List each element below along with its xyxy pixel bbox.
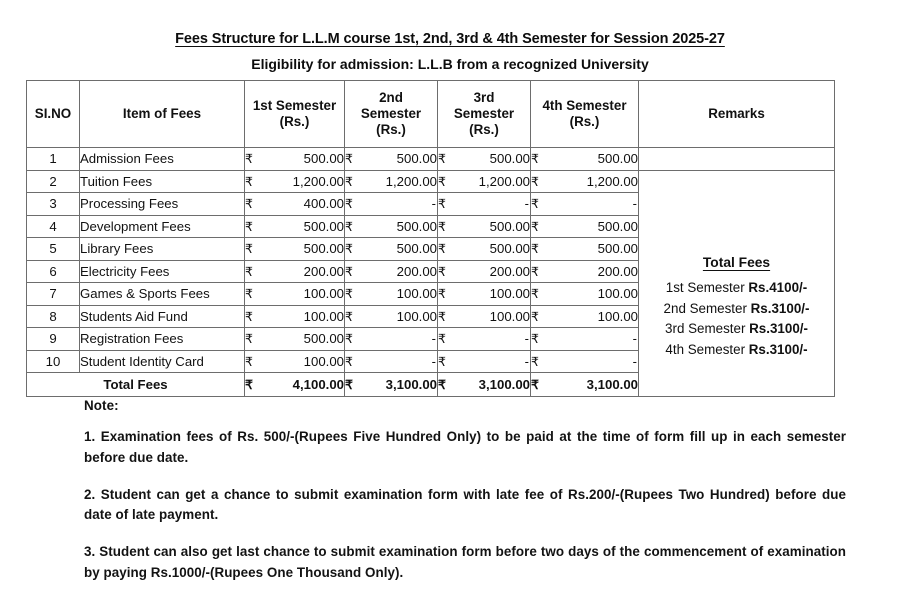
rupee-symbol: ₹ (345, 287, 354, 302)
cell-semester-4-amount (531, 193, 639, 216)
rupee-symbol: ₹ (345, 197, 354, 212)
cell-semester-2-amount (345, 170, 438, 193)
rupee-symbol: ₹ (531, 354, 540, 369)
amount-value: - (431, 196, 436, 212)
amount-value: 500.00 (303, 241, 344, 257)
amount-value: 100.00 (303, 286, 344, 302)
cell-remarks-total-fees (639, 170, 835, 397)
cell-semester-3-amount (438, 283, 531, 306)
notes-heading: Note: (84, 398, 119, 413)
cell-semester-1-amount (245, 148, 345, 171)
amount-value: 100.00 (489, 308, 530, 324)
cell-semester-2-amount (345, 215, 438, 238)
cell-item-of-fees: Development Fees (80, 215, 245, 238)
header-semester-3-line1: 3rd (473, 90, 495, 106)
remarks-line-value: Rs.3100/- (750, 300, 810, 316)
cell-semester-3-amount (438, 193, 531, 216)
cell-semester-1-amount (245, 170, 345, 193)
rupee-symbol: ₹ (438, 287, 447, 302)
header-semester-3-line2: Semester (453, 106, 515, 122)
cell-semester-2-amount (345, 350, 438, 373)
cell-sl-no: 10 (27, 350, 80, 373)
notes-section (84, 398, 846, 584)
document-subtitle: Eligibility for admission: L.L.B from a recognized University (251, 56, 649, 72)
cell-semester-1-amount (245, 260, 345, 283)
remarks-line-label: 2nd Semester (663, 300, 751, 316)
cell-semester-1-amount (245, 350, 345, 373)
rupee-symbol: ₹ (345, 378, 354, 392)
document-title: Fees Structure for L.L.M course 1st, 2nd, 3rd & 4th Semester for Session 2025-27 (175, 31, 725, 47)
fees-table (26, 80, 835, 397)
amount-value: - (632, 331, 637, 347)
amount-value: - (632, 196, 637, 212)
cell-semester-1-amount (245, 193, 345, 216)
cell-item-of-fees: Admission Fees (80, 148, 245, 171)
amount-value: 500.00 (303, 151, 344, 167)
fees-table-head (27, 81, 835, 148)
amount-value: - (431, 353, 436, 369)
amount-value: 3,100.00 (586, 377, 638, 392)
rupee-symbol: ₹ (438, 378, 447, 392)
rupee-symbol: ₹ (245, 287, 254, 302)
cell-semester-1-amount (245, 283, 345, 306)
cell-total-semester-3 (438, 373, 531, 397)
amount-value: 100.00 (489, 286, 530, 302)
cell-semester-3-amount (438, 238, 531, 261)
rupee-symbol: ₹ (245, 332, 254, 347)
amount-value: 100.00 (396, 286, 437, 302)
header-semester-1-line1: 1st Semester (252, 98, 337, 114)
amount-value: - (524, 196, 529, 212)
header-item-of-fees: Item of Fees (80, 81, 245, 148)
amount-value: 100.00 (303, 308, 344, 324)
header-semester-2-line2: Semester (360, 106, 422, 122)
header-semester-2-line1: 2nd (379, 90, 403, 106)
cell-sl-no: 3 (27, 193, 80, 216)
remarks-total-fees-block (639, 207, 834, 360)
rupee-symbol: ₹ (345, 332, 354, 347)
amount-value: 1,200.00 (292, 173, 344, 189)
amount-value: 500.00 (303, 331, 344, 347)
note-item-3: 3. Student can also get last chance to submit examination form before two days of the commencement of examination by paying Rs.1000/-(Rupees One Thousand Only). (84, 544, 846, 580)
cell-semester-3-amount (438, 328, 531, 351)
rupee-symbol: ₹ (531, 264, 540, 279)
cell-item-of-fees: Library Fees (80, 238, 245, 261)
fees-table-body (27, 148, 835, 397)
remarks-line-label: 4th Semester (665, 341, 749, 357)
amount-value: 500.00 (489, 218, 530, 234)
cell-semester-4-amount (531, 215, 639, 238)
cell-semester-4-amount (531, 238, 639, 261)
fees-table-container (26, 80, 834, 397)
cell-semester-4-amount (531, 350, 639, 373)
amount-value: 200.00 (396, 263, 437, 279)
header-semester-2-line3: (Rs.) (376, 121, 406, 137)
cell-remarks-empty (639, 148, 835, 171)
cell-sl-no: 1 (27, 148, 80, 171)
cell-sl-no: 6 (27, 260, 80, 283)
amount-value: 200.00 (303, 263, 344, 279)
note-item-2: 2. Student can get a chance to submit examination form with late fee of Rs.200/-(Rupees Two Hundred) before due date of late payment. (84, 486, 846, 523)
cell-sl-no: 8 (27, 305, 80, 328)
rupee-symbol: ₹ (245, 264, 254, 279)
rupee-symbol: ₹ (438, 264, 447, 279)
remarks-line-value: Rs.3100/- (749, 321, 808, 337)
rupee-symbol: ₹ (345, 242, 354, 257)
cell-semester-4-amount (531, 305, 639, 328)
cell-semester-3-amount (438, 148, 531, 171)
rupee-symbol: ₹ (245, 242, 254, 257)
amount-value: - (524, 331, 529, 347)
rupee-symbol: ₹ (345, 309, 354, 324)
cell-total-semester-1 (245, 373, 345, 397)
remarks-line-1 (639, 278, 834, 298)
header-remarks: Remarks (639, 81, 835, 148)
header-semester-3-line3: (Rs.) (469, 121, 499, 137)
amount-value: 200.00 (489, 263, 530, 279)
remarks-line-label: 1st Semester (665, 280, 749, 296)
header-semester-2 (345, 81, 438, 148)
remarks-line-value: Rs.4100/- (748, 280, 808, 296)
cell-semester-4-amount (531, 170, 639, 193)
rupee-symbol: ₹ (438, 197, 447, 212)
amount-value: 4,100.00 (292, 377, 344, 392)
rupee-symbol: ₹ (438, 152, 447, 167)
cell-item-of-fees: Electricity Fees (80, 260, 245, 283)
amount-value: 1,200.00 (478, 173, 530, 189)
cell-semester-1-amount (245, 215, 345, 238)
rupee-symbol: ₹ (245, 174, 254, 189)
cell-item-of-fees: Registration Fees (80, 328, 245, 351)
rupee-symbol: ₹ (531, 309, 540, 324)
header-semester-1 (245, 81, 345, 148)
cell-semester-1-amount (245, 328, 345, 351)
cell-sl-no: 2 (27, 170, 80, 193)
cell-semester-2-amount (345, 283, 438, 306)
amount-value: 200.00 (597, 263, 638, 279)
cell-total-fees-label: Total Fees (27, 373, 245, 397)
cell-semester-3-amount (438, 170, 531, 193)
amount-value: 500.00 (597, 241, 638, 257)
cell-item-of-fees: Student Identity Card (80, 350, 245, 373)
rupee-symbol: ₹ (245, 378, 254, 392)
cell-sl-no: 5 (27, 238, 80, 261)
amount-value: 1,200.00 (586, 173, 638, 189)
cell-semester-1-amount (245, 238, 345, 261)
cell-semester-2-amount (345, 148, 438, 171)
rupee-symbol: ₹ (438, 354, 447, 369)
amount-value: 500.00 (303, 218, 344, 234)
cell-sl-no: 7 (27, 283, 80, 306)
amount-value: 1,200.00 (385, 173, 437, 189)
rupee-symbol: ₹ (345, 264, 354, 279)
rupee-symbol: ₹ (438, 219, 447, 234)
remarks-line-2 (639, 299, 834, 319)
rupee-symbol: ₹ (531, 332, 540, 347)
cell-semester-2-amount (345, 328, 438, 351)
rupee-symbol: ₹ (531, 242, 540, 257)
rupee-symbol: ₹ (245, 152, 254, 167)
rupee-symbol: ₹ (245, 354, 254, 369)
amount-value: 500.00 (489, 241, 530, 257)
amount-value: 500.00 (396, 241, 437, 257)
amount-value: 500.00 (396, 151, 437, 167)
amount-value: 400.00 (303, 196, 344, 212)
header-semester-1-line2: (Rs.) (279, 114, 310, 129)
cell-semester-3-amount (438, 260, 531, 283)
remarks-title: Total Fees (702, 254, 771, 270)
cell-semester-4-amount (531, 283, 639, 306)
cell-item-of-fees: Processing Fees (80, 193, 245, 216)
rupee-symbol: ₹ (531, 174, 540, 189)
header-semester-3 (438, 81, 531, 148)
remarks-line-value: Rs.3100/- (748, 341, 808, 357)
rupee-symbol: ₹ (345, 219, 354, 234)
header-semester-4 (531, 81, 639, 148)
cell-semester-1-amount (245, 305, 345, 328)
amount-value: - (431, 331, 436, 347)
rupee-symbol: ₹ (438, 174, 447, 189)
rupee-symbol: ₹ (245, 197, 254, 212)
note-item-1: 1. Examination fees of Rs. 500/-(Rupees Five Hundred Only) to be paid at the time of form fill up in each semester before due date. (84, 429, 846, 465)
cell-semester-2-amount (345, 305, 438, 328)
cell-total-semester-4 (531, 373, 639, 397)
table-header-row (27, 81, 835, 148)
cell-semester-3-amount (438, 305, 531, 328)
rupee-symbol: ₹ (245, 219, 254, 234)
rupee-symbol: ₹ (531, 219, 540, 234)
rupee-symbol: ₹ (438, 332, 447, 347)
rupee-symbol: ₹ (345, 152, 354, 167)
amount-value: 100.00 (597, 286, 638, 302)
amount-value: 100.00 (303, 353, 344, 369)
cell-semester-2-amount (345, 260, 438, 283)
cell-item-of-fees: Games & Sports Fees (80, 283, 245, 306)
rupee-symbol: ₹ (438, 309, 447, 324)
header-semester-4-line1: 4th Semester (542, 98, 627, 114)
rupee-symbol: ₹ (531, 378, 540, 392)
header-semester-4-line2: (Rs.) (569, 114, 600, 129)
cell-total-semester-2 (345, 373, 438, 397)
cell-semester-4-amount (531, 148, 639, 171)
remarks-line-4 (639, 340, 834, 360)
amount-value: 3,100.00 (385, 377, 437, 392)
cell-semester-4-amount (531, 328, 639, 351)
cell-semester-4-amount (531, 260, 639, 283)
cell-semester-3-amount (438, 350, 531, 373)
amount-value: - (524, 353, 529, 369)
amount-value: 500.00 (597, 218, 638, 234)
rupee-symbol: ₹ (345, 174, 354, 189)
cell-item-of-fees: Tuition Fees (80, 170, 245, 193)
cell-item-of-fees: Students Aid Fund (80, 305, 245, 328)
rupee-symbol: ₹ (345, 354, 354, 369)
rupee-symbol: ₹ (531, 197, 540, 212)
rupee-symbol: ₹ (531, 152, 540, 167)
cell-semester-2-amount (345, 238, 438, 261)
remarks-line-3 (639, 319, 834, 339)
amount-value: 100.00 (597, 308, 638, 324)
cell-semester-3-amount (438, 215, 531, 238)
rupee-symbol: ₹ (438, 242, 447, 257)
rupee-symbol: ₹ (531, 287, 540, 302)
amount-value: 100.00 (396, 308, 437, 324)
cell-sl-no: 4 (27, 215, 80, 238)
remarks-line-label: 3rd Semester (665, 321, 750, 337)
amount-value: 500.00 (597, 151, 638, 167)
amount-value: - (632, 353, 637, 369)
amount-value: 3,100.00 (478, 377, 530, 392)
cell-semester-2-amount (345, 193, 438, 216)
table-row (27, 148, 835, 171)
amount-value: 500.00 (396, 218, 437, 234)
cell-sl-no: 9 (27, 328, 80, 351)
amount-value: 500.00 (489, 151, 530, 167)
header-sl-no: SI.NO (27, 81, 80, 148)
table-row (27, 170, 835, 193)
rupee-symbol: ₹ (245, 309, 254, 324)
